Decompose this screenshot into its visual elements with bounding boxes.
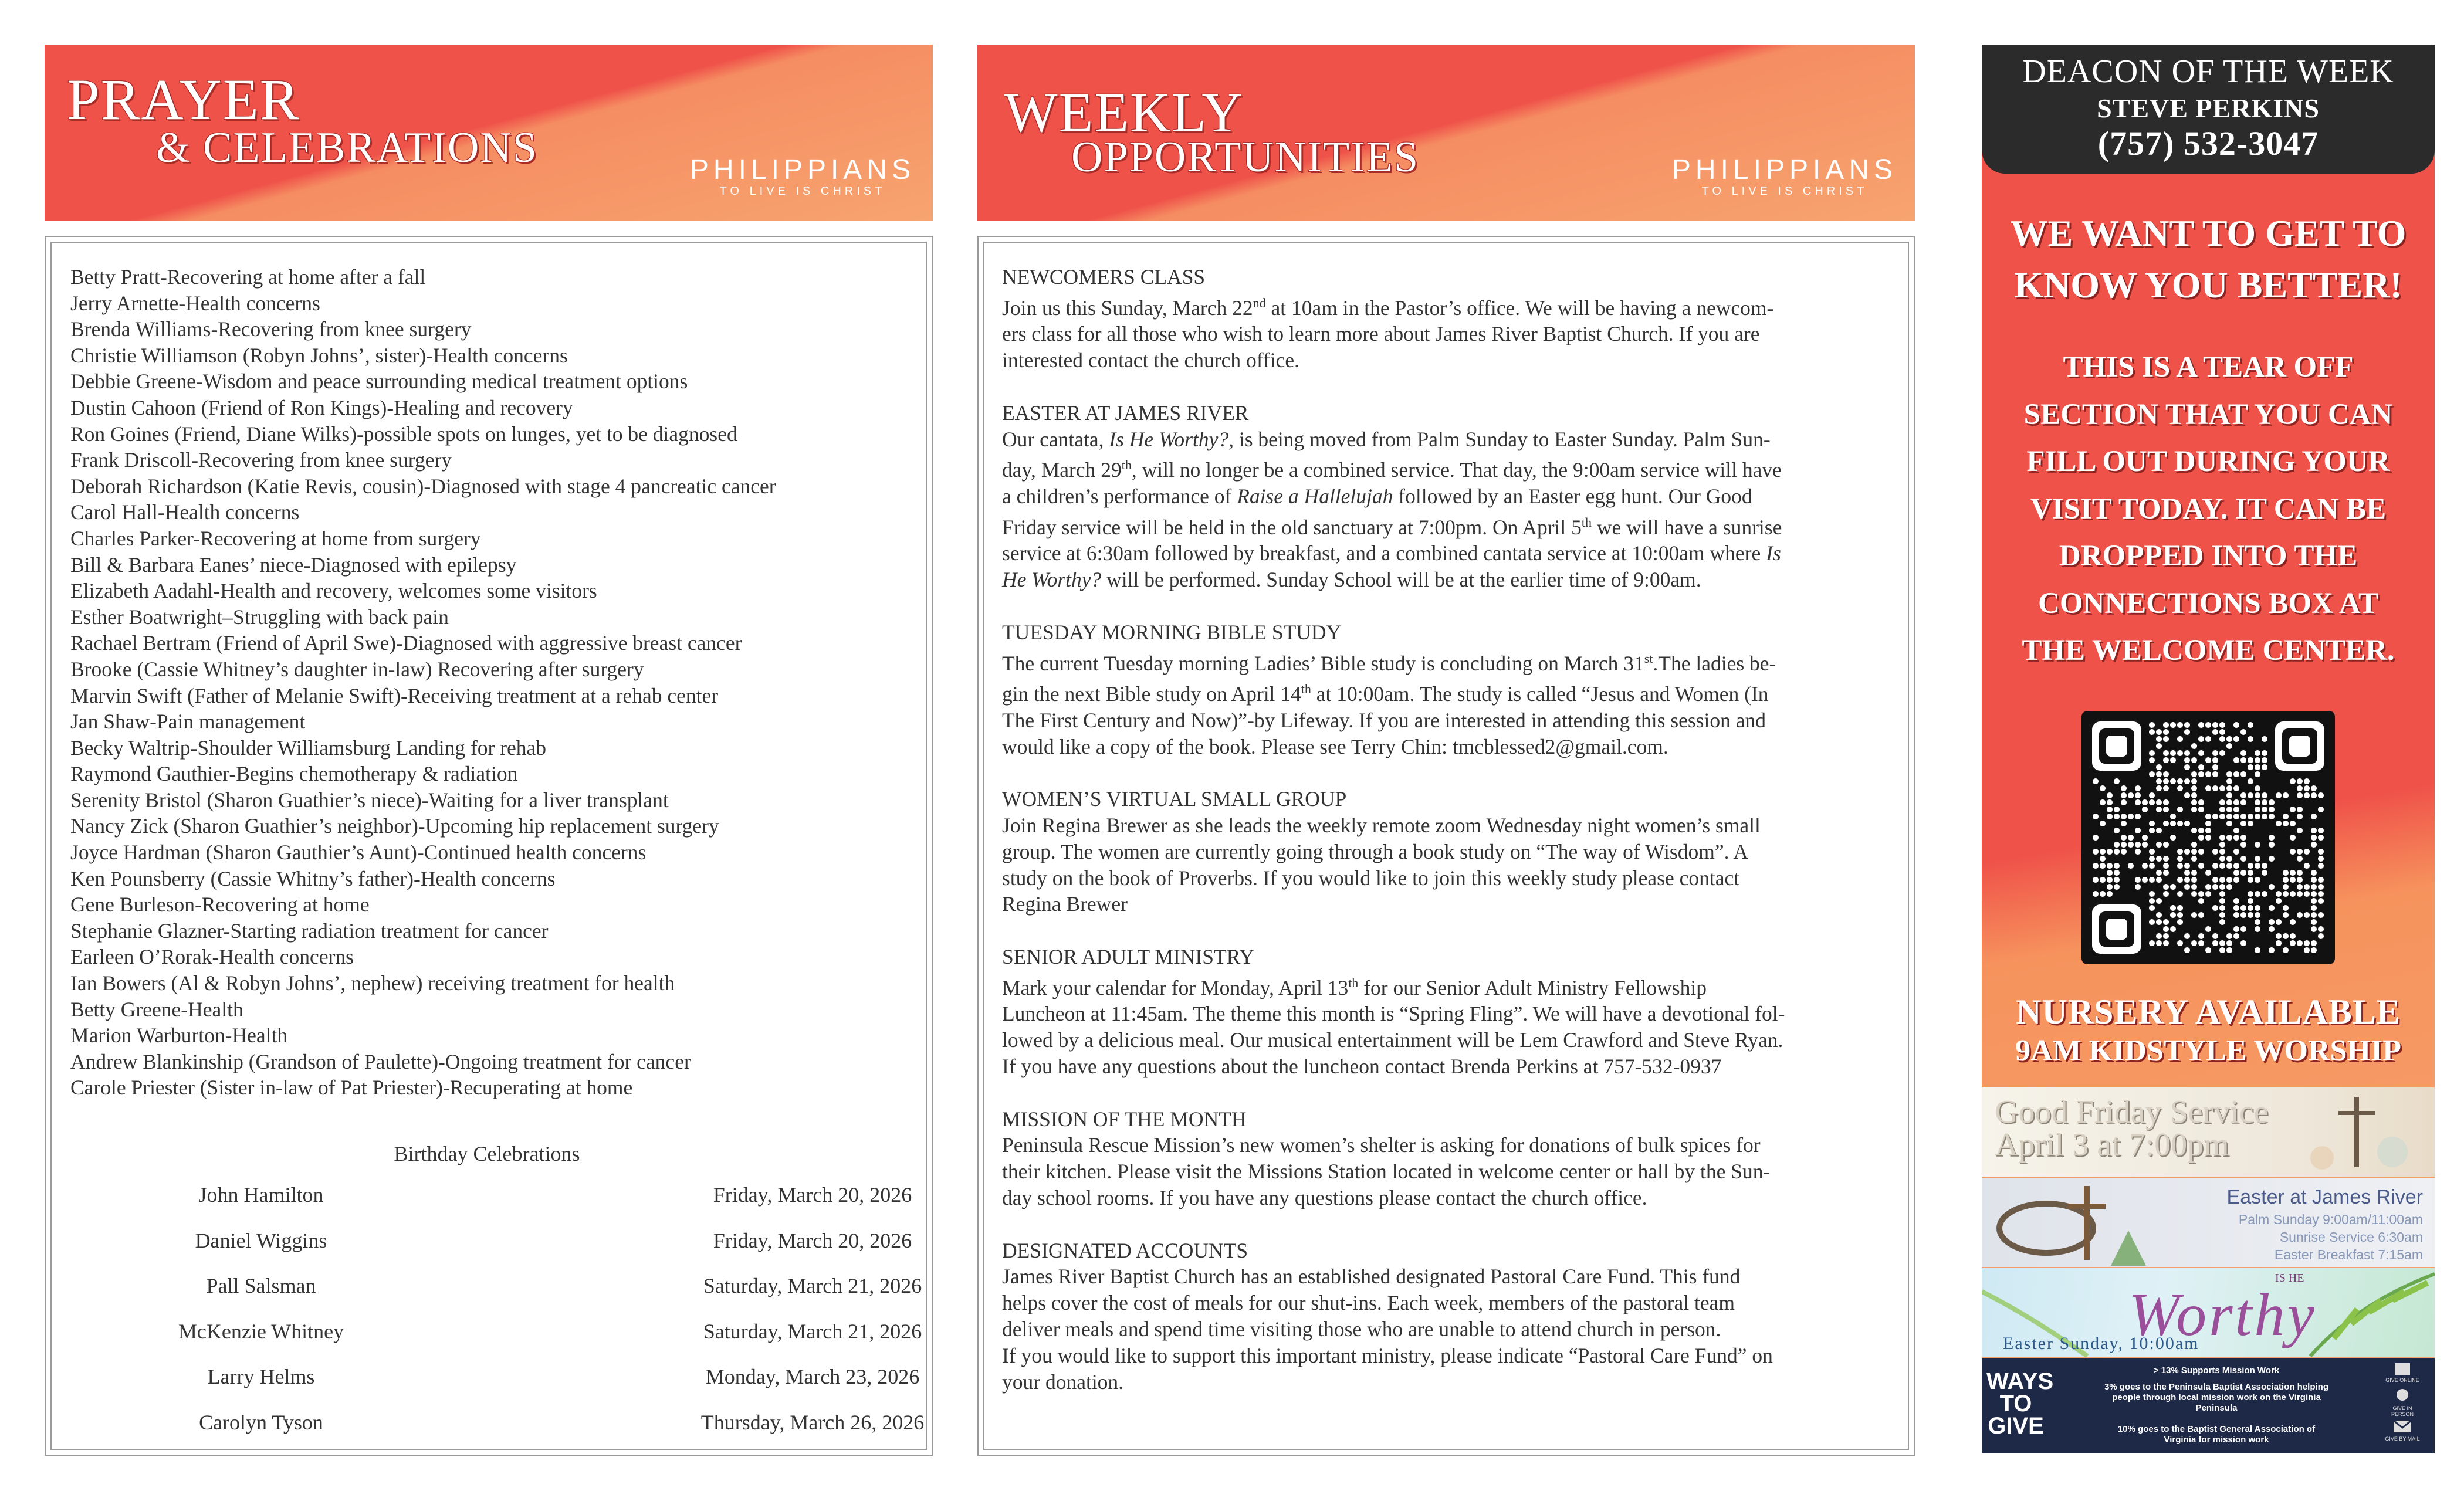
section-body: James River Baptist Church has an established designated Pastoral Care Fund. This fund helps cover the cost of meals for our shut-ins. Each week, members of the pastoral team deliver meals and spend time visiting those who are unable to attend church in person. If you would like to support this important ministry, please indicate “Pastoral Care Fund” on your donation. (1002, 1265, 1773, 1394)
tear-off-line: DROPPED INTO THE (2059, 540, 2358, 572)
prayer-title: PRAYER (67, 67, 300, 132)
qr-code[interactable] (2081, 711, 2335, 964)
heading-line: KNOW YOU BETTER! (2014, 264, 2402, 306)
prayer-item: Charles Parker-Recovering at home from surgery (70, 526, 481, 550)
ways-word: WAYS (1986, 1368, 2054, 1394)
birthday-name: John Hamilton (198, 1183, 324, 1207)
section-body: Join Regina Brewer as she leads the weekly remote zoom Wednesday night women’s small group. The women are currently going through a book study on “The way of Wisdom”. A study on the book of Proverbs. If you would like to join this weekly study please contact Regina Brewer (1002, 814, 1761, 916)
prayer-item: Earleen O’Rorak-Health concerns (70, 945, 354, 969)
easter-card (1982, 1178, 2435, 1267)
get-to-know-heading (1982, 208, 2435, 311)
nursery-notice (1982, 990, 2435, 1069)
section-title: SENIOR ADULT MINISTRY (1002, 945, 1255, 969)
easter-sunday-time: Easter Sunday, 10:00am (2003, 1334, 2199, 1353)
womens-small-group (1002, 786, 1888, 917)
section-title: EASTER AT JAMES RIVER (1002, 401, 1249, 425)
tear-off-line: SECTION THAT YOU CAN (2023, 398, 2393, 431)
brand-tagline: TO LIVE IS CHRIST (1701, 185, 1868, 198)
opportunities-banner (977, 45, 1915, 221)
bgav-line: Virginia for mission work (2164, 1435, 2269, 1445)
palm-sunday-times: Palm Sunday 9:00am/11:00am (2238, 1212, 2423, 1227)
section-title: TUESDAY MORNING BIBLE STUDY (1002, 620, 1342, 644)
birthday-date: Saturday, March 21, 2026 (703, 1274, 922, 1298)
tear-off-line: CONNECTIONS BOX AT (2037, 587, 2378, 620)
senior-adult-ministry (1002, 944, 1888, 1080)
tear-off-text (1993, 344, 2423, 675)
prayer-item: Brooke (Cassie Whitney’s daughter in-law) Recovering after surgery (70, 657, 644, 681)
prayer-item: Marvin Swift (Father of Melanie Swift)-Receiving treatment at a rehab center (70, 683, 719, 707)
weekly-title: WEEKLY (1004, 81, 1244, 144)
qr-finder (2275, 721, 2324, 771)
give-by-mail-label: GIVE BY MAIL (2385, 1436, 2420, 1442)
prayer-item: Betty Pratt-Recovering at home after a fall (70, 265, 426, 289)
prayer-item: Brenda Williams-Recovering from knee surgery (70, 317, 472, 341)
section-body: Join us this Sunday, March 22nd at 10am in the Pastor’s office. We will be having a newcom- ers class for all those who wish to learn more about James River Baptist Church. If you are interested contact the church office. (1002, 295, 1774, 372)
designated-accounts (1002, 1238, 1888, 1395)
deacon-phone: (757) 532-3047 (2097, 124, 2319, 162)
prayer-banner (45, 45, 933, 221)
association-line: Peninsula (2195, 1403, 2238, 1413)
tuesday-bible-study (1002, 619, 1888, 760)
prayer-item: Marion Warburton-Health (70, 1024, 288, 1048)
prayer-item: Elizabeth Aadahl-Health and recovery, welcomes some visitors (70, 579, 597, 603)
prayer-item: Gene Burleson-Recovering at home (70, 893, 370, 917)
prayer-item: Joyce Hardman (Sharon Gauthier’s Aunt)-Continued health concerns (70, 841, 647, 865)
birthday-title: Birthday Celebrations (394, 1142, 580, 1165)
birthday-date: Monday, March 23, 2026 (705, 1365, 920, 1389)
tear-off-line: VISIT TODAY. IT CAN BE (2030, 492, 2387, 526)
philippians-brand (1672, 154, 1897, 198)
prayer-item: Becky Waltrip-Shoulder Williamsburg Landing for rehab (70, 736, 547, 760)
birthday-name: McKenzie Whitney (178, 1319, 344, 1343)
bgav-line: 10% goes to the Baptist General Association of (2117, 1424, 2316, 1434)
easter-title: Easter at James River (2226, 1186, 2423, 1208)
cross-icon (1982, 1087, 2435, 1177)
give-word: GIVE (1988, 1413, 2044, 1439)
prayer-item: Ken Pounsberry (Cassie Whitny’s father)-Health concerns (70, 866, 556, 890)
birthday-name: Carolyn Tyson (199, 1411, 323, 1434)
heading-line: WE WANT TO GET TO (2010, 212, 2407, 254)
is-he-worthy-card (1982, 1268, 2435, 1357)
prayer-item: Esther Boatwright–Struggling with back pain (70, 605, 449, 629)
opportunities-title: OPPORTUNITIES (1071, 133, 1420, 181)
ways-to-give-card (1982, 1358, 2435, 1453)
prayer-item: Raymond Gauthier-Begins chemotherapy & radiation (70, 762, 518, 786)
sidebar (1982, 45, 2435, 1453)
monitor-icon (2395, 1363, 2410, 1375)
philippians-brand (690, 154, 915, 198)
nursery-line: NURSERY AVAILABLE (2016, 992, 2401, 1031)
worthy-title: Worthy (2128, 1281, 2317, 1348)
giving-icons (1982, 1358, 2435, 1453)
tear-off-line: THIS IS A TEAR OFF (2063, 351, 2354, 384)
deacon-of-the-week (1982, 45, 2435, 174)
birthday-date: Thursday, March 26, 2026 (700, 1411, 925, 1434)
prayer-item: Stephanie Glazner-Starting radiation treatment for cancer (70, 919, 549, 943)
prayer-item: Dustin Cahoon (Friend of Ron Kings)-Healing and recovery (70, 395, 573, 419)
brand-name: PHILIPPIANS (689, 154, 915, 185)
association-line: 3% goes to the Peninsula Baptist Association helping (2104, 1382, 2328, 1392)
qr-finder (2092, 721, 2141, 771)
prayer-item: Bill & Barbara Eanes’ niece-Diagnosed with epilepsy (70, 553, 517, 577)
mission-support-line: > 13% Supports Mission Work (2153, 1365, 2280, 1375)
section-body: Peninsula Rescue Mission’s new women’s shelter is asking for donations of bulk spices for their kitchen. Please visit the Missions Station located in welcome center or hall by the Sun- day school rooms. If you have any questions please contact the church office. (1002, 1133, 1771, 1210)
prayer-item: Frank Driscoll-Recovering from knee surgery (70, 448, 452, 472)
prayer-item: Ian Bowers (Al & Robyn Johns’, nephew) receiving treatment for health (70, 971, 675, 995)
good-friday-line: Good Friday Service (1995, 1094, 2269, 1130)
section-title: DESIGNATED ACCOUNTS (1002, 1238, 1248, 1262)
birthday-date: Friday, March 20, 2026 (713, 1183, 912, 1207)
section-body: Our cantata, Is He Worthy?, is being moved from Palm Sunday to Easter Sunday. Palm Sun- day, March 29th, will no longer be a combined service. That day, the 9:00am service will have a children’s performance of Raise a Hallelujah followed by an Easter egg hunt. Our Good Friday service will be held in the old sanctuary at 7:00pm. On April 5th we will have a sunrise service at 6:30am followed by breakfast, and a combined cantata service at 10:00am where Is He Worthy? will be performed. Sunday School will be at the earlier time of 9:00am. (1002, 427, 1782, 592)
birthday-name: Daniel Wiggins (195, 1228, 327, 1252)
give-in-person-label: GIVE IN PERSON (2391, 1405, 2414, 1417)
prayer-item: Nancy Zick (Sharon Guathier’s neighbor)-Upcoming hip replacement surgery (70, 814, 719, 838)
prayer-item: Carole Priester (Sister in-law of Pat Priester)-Recuperating at home (70, 1076, 633, 1100)
section-body: Mark your calendar for Monday, April 13th for our Senior Adult Ministry Fellowship Luncheon at 11:45am. The theme this month is “Spring Fling”. We will have a devotional fol- lowed by a delicious meal. Our musical entertainment will be Lem Crawford and Steve Ryan. If you have any questions about the luncheon contact Brenda Perkins at 757-532-0937 (1002, 975, 1785, 1079)
easter-breakfast-time: Easter Breakfast 7:15am (2274, 1247, 2423, 1262)
deacon-name: STEVE PERKINS (2097, 93, 2320, 123)
mission-of-the-month (1002, 1106, 1888, 1211)
kidstyle-line: 9AM KIDSTYLE WORSHIP (2015, 1034, 2401, 1068)
section-title: NEWCOMERS CLASS (1002, 265, 1206, 289)
prayer-item: Jerry Arnette-Health concerns (70, 291, 320, 315)
celebrations-title: & CELEBRATIONS (156, 124, 538, 172)
qr-finder (2092, 904, 2141, 954)
tear-off-line: THE WELCOME CENTER. (2022, 634, 2395, 667)
birthday-name: Pall Salsman (206, 1274, 316, 1298)
prayer-item: Debbie Greene-Wisdom and peace surrounding medical treatment options (70, 370, 688, 394)
tear-off-line: FILL OUT DURING YOUR (2026, 445, 2390, 478)
prayer-item: Serenity Bristol (Sharon Guathier’s niece)-Waiting for a liver transplant (70, 788, 669, 812)
to-word: TO (1999, 1391, 2032, 1417)
is-he-label: IS HE (2275, 1272, 2304, 1285)
prayer-item: Jan Shaw-Pain management (70, 710, 306, 734)
person-icon (2397, 1389, 2408, 1401)
give-online-label: GIVE ONLINE (2385, 1377, 2419, 1383)
good-friday-date: April 3 at 7:00pm (1995, 1127, 2229, 1163)
prayer-item: Christie Williamson (Robyn Johns’, sister)-Health concerns (70, 343, 568, 367)
prayer-item: Andrew Blankinship (Grandson of Paulette)-Ongoing treatment for cancer (70, 1049, 691, 1073)
birthday-date: Saturday, March 21, 2026 (703, 1319, 922, 1343)
deacon-title: DEACON OF THE WEEK (2022, 53, 2394, 90)
easter-at-james-river (1002, 400, 1888, 593)
prayer-item: Carol Hall-Health concerns (70, 500, 300, 524)
brand-name: PHILIPPIANS (1671, 154, 1897, 185)
prayer-item: Deborah Richardson (Katie Revis, cousin)-Diagnosed with stage 4 pancreatic cancer (70, 474, 776, 498)
prayer-item: Ron Goines (Friend, Diane Wilks)-possible spots on lunges, yet to be diagnosed (70, 422, 737, 446)
brand-tagline: TO LIVE IS CHRIST (719, 185, 886, 198)
good-friday-card (1982, 1087, 2435, 1177)
section-title: MISSION OF THE MONTH (1002, 1107, 1247, 1131)
birthday-date: Friday, March 20, 2026 (713, 1228, 912, 1252)
sunrise-service-time: Sunrise Service 6:30am (2279, 1229, 2423, 1245)
birthday-name: Larry Helms (207, 1365, 315, 1389)
prayer-item: Betty Greene-Health (70, 997, 243, 1021)
qr-code-graphic (2081, 711, 2335, 964)
section-title: WOMEN’S VIRTUAL SMALL GROUP (1002, 787, 1347, 811)
newcomers-class (1002, 264, 1888, 374)
opportunities-list (1002, 264, 1888, 1421)
prayer-item: Rachael Bertram (Friend of April Swe)-Diagnosed with aggressive breast cancer (70, 631, 742, 655)
prayer-list (70, 264, 776, 1101)
section-body: The current Tuesday morning Ladies’ Bible study is concluding on March 31st.The ladies be- gin the next Bible study on April 14th at 10:00am. The study is called “Jesus and Women (In The First Century and Now)”-by Lifeway. If you are interested in attending this session and would like a copy of the book. Please see Terry Chin: tmcblessed2@gmail.com. (1002, 650, 1776, 758)
association-line: people through local mission work on the Virginia (2112, 1392, 2321, 1402)
